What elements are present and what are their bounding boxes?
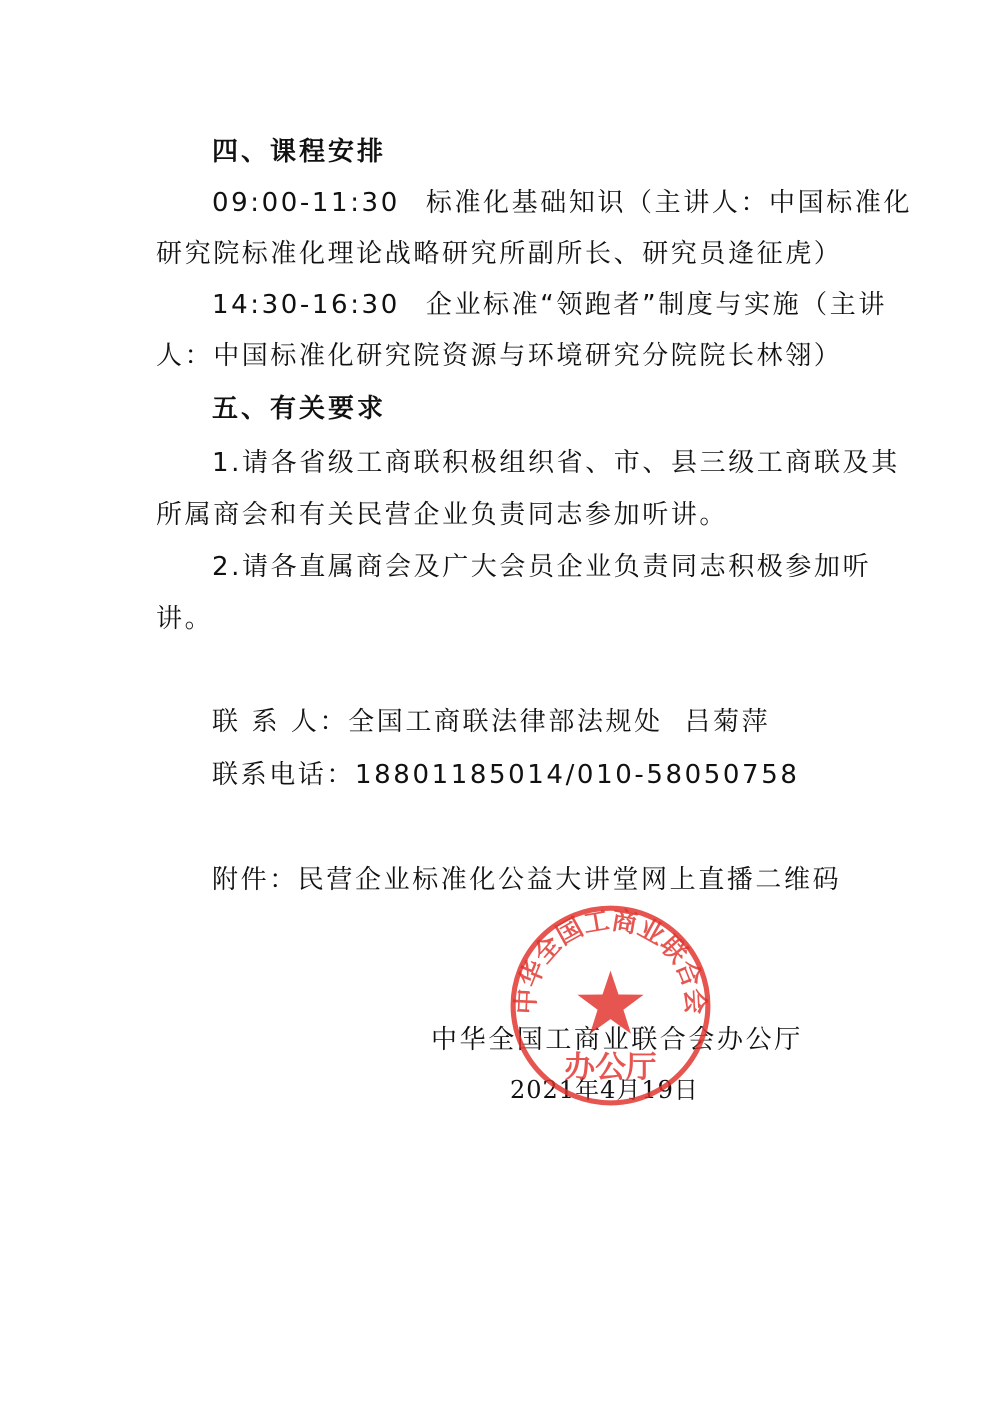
course-item-2-time: 14:30-16:30 bbox=[212, 290, 400, 320]
requirement-1-line-2: 所属商会和有关民营企业负责同志参加听讲。 bbox=[156, 500, 729, 530]
attachment-line: 附件：民营企业标准化公益大讲堂网上直播二维码 bbox=[212, 865, 842, 895]
signature-organization: 中华全国工商业联合会办公厅 bbox=[431, 1025, 803, 1055]
contact-person bbox=[212, 704, 770, 740]
contact-person-label: 联 系 人： bbox=[212, 707, 349, 737]
course-item-2-line-1 bbox=[212, 287, 887, 323]
section4-heading: 四、课程安排 bbox=[212, 137, 387, 167]
contact-person-value: 全国工商联法律部法规处 吕菊萍 bbox=[348, 707, 771, 737]
course-item-1-time: 09:00-11:30 bbox=[212, 188, 400, 218]
signature-date: 2021年4月19日 bbox=[510, 1076, 699, 1104]
seal-outer-text: 中华全国工商业联合会 bbox=[511, 905, 710, 1015]
course-item-2-line-2: 人：中国标准化研究院资源与环境研究分院院长林翎） bbox=[156, 341, 843, 371]
contact-phone bbox=[212, 757, 799, 793]
course-item-1-title: 标准化基础知识（主讲人：中国标准化 bbox=[425, 188, 913, 218]
course-item-2-title: 企业标准“领跑者”制度与实施（主讲 bbox=[425, 290, 887, 320]
course-item-1-line-1 bbox=[212, 185, 912, 221]
section5-heading: 五、有关要求 bbox=[212, 394, 387, 424]
course-item-1-line-2: 研究院标准化理论战略研究所副所长、研究员逄征虎） bbox=[156, 239, 843, 269]
requirement-2-line-1: 2.请各直属商会及广大会员企业负责同志积极参加听 bbox=[212, 552, 872, 582]
requirement-1-line-1: 1.请各省级工商联积极组织省、市、县三级工商联及其 bbox=[212, 448, 900, 478]
seal-inner-text: 办公厅 bbox=[564, 1049, 657, 1086]
official-seal bbox=[508, 903, 713, 1108]
requirement-2-line-2: 讲。 bbox=[156, 604, 214, 634]
contact-phone-value: 18801185014/010-58050758 bbox=[355, 760, 800, 790]
contact-phone-label: 联系电话： bbox=[212, 760, 356, 790]
seal-star-icon bbox=[577, 971, 643, 1034]
